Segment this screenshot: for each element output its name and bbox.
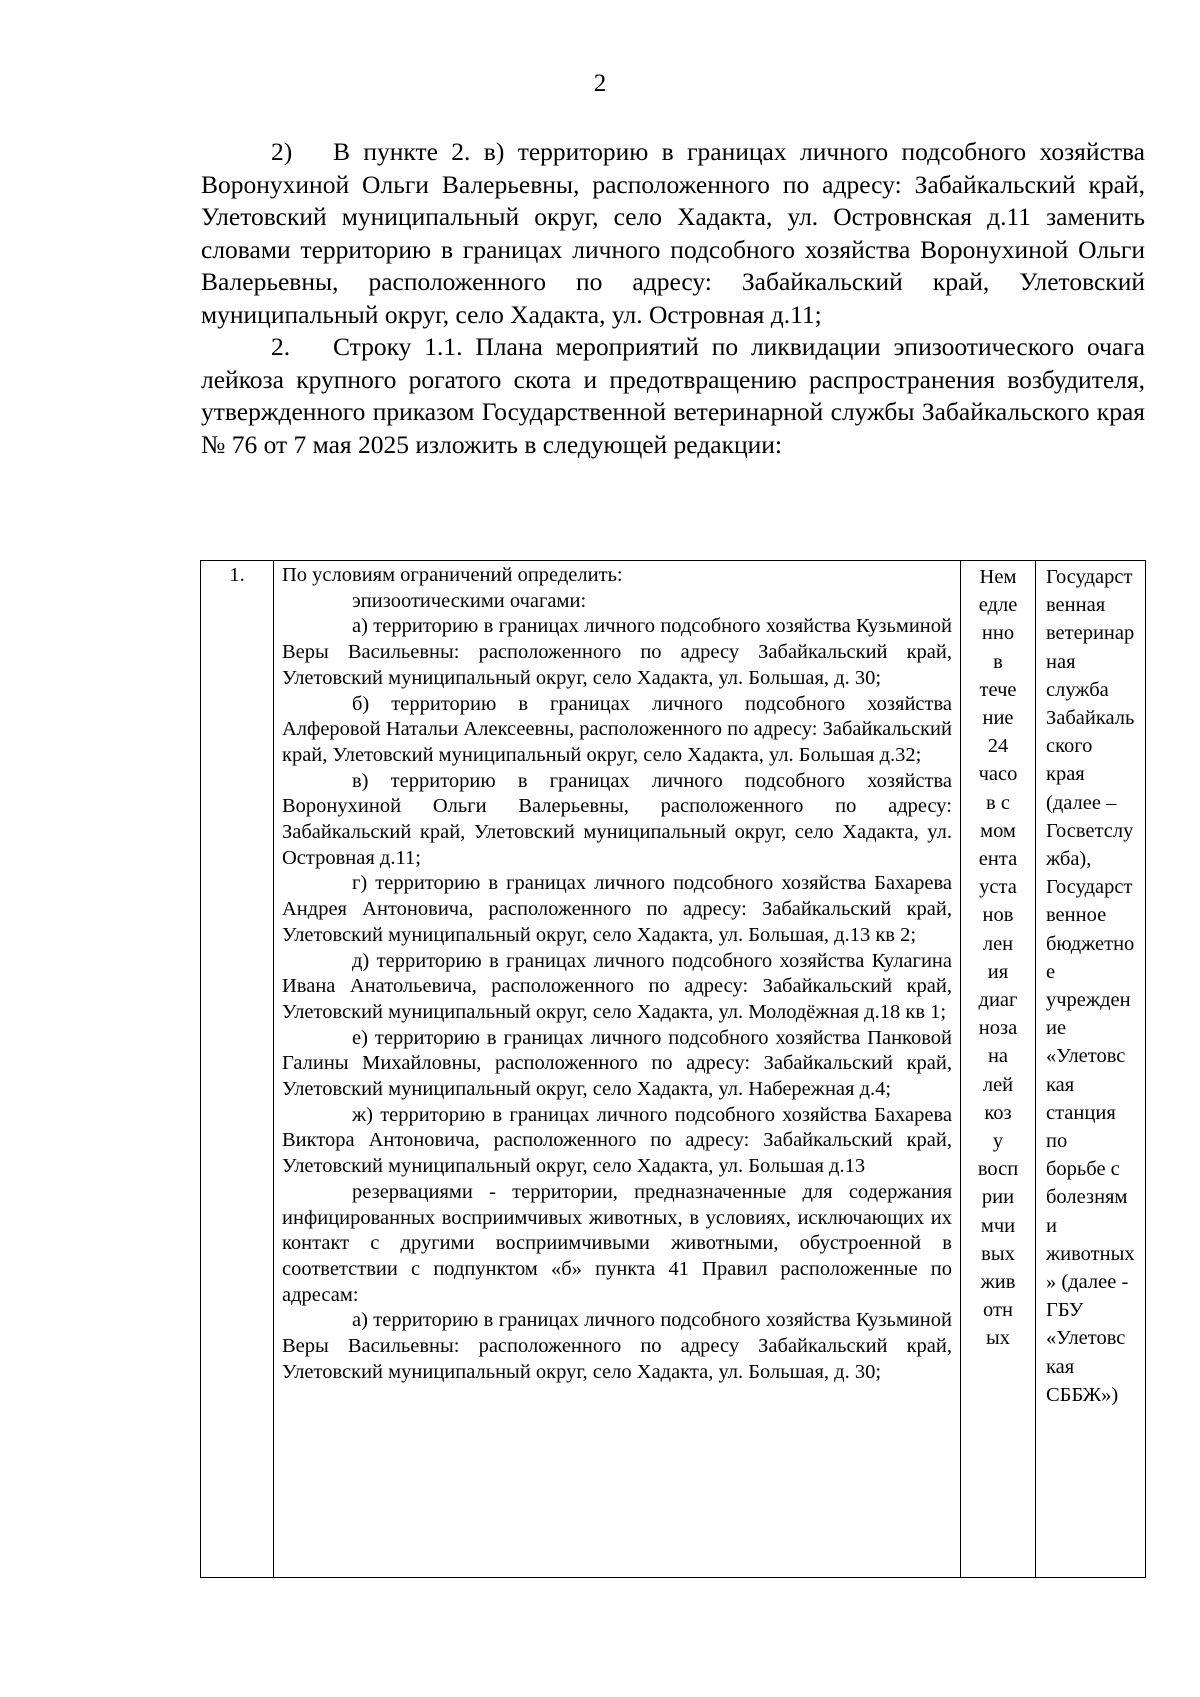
responsible-line: «Улетовс: [1046, 1045, 1126, 1068]
deadline-line: диаг: [978, 989, 1018, 1012]
deadline-line: восп: [977, 1158, 1019, 1181]
responsible-line: края: [1046, 763, 1085, 786]
deadline-line: нов: [982, 904, 1014, 927]
deadline-line: лен: [982, 932, 1014, 955]
paragraph-text: В пункте 2. в) территорию в границах личного подсобного хозяйства Воронухиной Ольги Валерьевны, расположенного по адресу: Забайкальский край, Улетовский муниципальный округ, село Хадакта, ул. Островнская д.11 заменить словами территорию в границах личного подсобного хозяйства Воронухиной Ольги Валерьевны, расположенного по адресу: Забайкальский край, Улетовский муниципальный округ, село Хадакта, ул. Островная д.11;: [201, 137, 1145, 329]
paragraph-amendment-1: [201, 136, 1145, 331]
responsible-line: болезням: [1046, 1186, 1128, 1209]
responsible-line: ие: [1046, 1017, 1067, 1040]
measure-item: в) территорию в границах личного подсобного хозяйства Воронухиной Ольги Валерьевны, расположенного по адресу: Забайкальский край, Улетовский муниципальный округ, село Хадакта, ул. Островная д.11;: [282, 769, 952, 869]
responsible-line: ского: [1046, 735, 1093, 758]
responsible-line: венная: [1046, 594, 1106, 617]
deadline-line: отн: [983, 1299, 1013, 1322]
deadline-line: ноза: [978, 1017, 1018, 1040]
responsible-line: ветеринар: [1046, 622, 1135, 645]
responsible-line: станция по: [1046, 1101, 1116, 1153]
deadline-line: Нем: [979, 566, 1017, 588]
measure-item: д) территорию в границах личного подсобного хозяйства Кулагина Ивана Анатольевича, расположенного по адресу: Забайкальский край, Улетовский муниципальный округ, село Хадакта, ул. Молодёжная д.18 кв 1;: [282, 949, 952, 1023]
responsible-line: кая: [1046, 1073, 1075, 1096]
responsible-line: жба),: [1046, 848, 1092, 871]
measure-item: е) территорию в границах личного подсобного хозяйства Панковой Галины Михайловны, расположенного по адресу: Забайкальский край, Улетовский муниципальный округ, село Хадакта, ул. Набережная д.4;: [282, 1026, 952, 1101]
deadline-line: тече: [979, 678, 1017, 701]
deadline-line: у: [992, 1130, 1004, 1153]
measure-item: г) территорию в границах личного подсобного хозяйства Бахарева Андрея Антоновича, расположенного по адресу: Забайкальский край, Улетовский муниципальный округ, село Хадакта, ул. Большая, д.13 кв 2;: [282, 872, 952, 946]
responsible-line: венное: [1046, 904, 1107, 927]
measure-item: а) территорию в границах личного подсобного хозяйства Кузьминой Веры Васильевны: расположенного по адресу Забайкальский край, Улетовский муниципальный округ, село Хадакта, ул. Большая, д. 30;: [282, 615, 952, 689]
row-number-cell: 1.: [201, 561, 274, 1578]
measure-cell: [274, 561, 961, 1578]
responsible-line: кая: [1046, 1355, 1075, 1378]
measure-item: а) территорию в границах личного подсобного хозяйства Кузьминой Веры Васильевны: расположенного по адресу Забайкальский край, Улетовский муниципальный округ, село Хадакта, ул. Большая, д. 30;: [282, 1309, 952, 1383]
responsible-line: Государст: [1046, 876, 1133, 899]
deadline-line: уста: [979, 876, 1017, 899]
deadline-line: нно: [981, 622, 1015, 645]
deadline-line: ента: [978, 848, 1018, 871]
deadline-cell: [961, 561, 1036, 1578]
responsible-line: Забайкаль: [1046, 707, 1135, 730]
responsible-line: СББЖ»): [1046, 1383, 1119, 1406]
responsible-line: и: [1046, 1214, 1057, 1237]
deadline-line: в с: [986, 791, 1010, 814]
deadline-line: в: [993, 650, 1003, 673]
responsible-line: бюджетно: [1046, 932, 1135, 955]
deadline-line: лей: [982, 1073, 1014, 1096]
responsible-cell: [1036, 561, 1146, 1578]
responsible-line: «Улетовс: [1046, 1327, 1126, 1350]
deadline-line: вых: [981, 1242, 1015, 1265]
responsible-line: ная: [1046, 650, 1076, 673]
responsible-line: Государст: [1046, 566, 1133, 588]
responsible-line: животных: [1046, 1242, 1135, 1265]
measure-heading-reservations: резервациями - территории, предназначенные для содержания инфицированных восприимчивых животных, в условиях, исключающих их контакт с другими восприимчивыми животными, обустроенной в соответствии с подпунктом «б» пункта 41 Правил расположенные по адресам:: [282, 1180, 952, 1306]
responsible-line: » (далее -: [1046, 1271, 1129, 1294]
measure-item: ж) территорию в границах личного подсобного хозяйства Бахарева Виктора Антоновича, расположенного по адресу: Забайкальский край, Улетовский муниципальный округ, село Хадакта, ул. Большая д.13: [282, 1103, 952, 1178]
measures-table: [200, 560, 1146, 1578]
deadline-line: мчи: [980, 1214, 1016, 1237]
measure-heading-foci: эпизоотическими очагами:: [352, 589, 587, 612]
responsible-line: ГБУ: [1046, 1299, 1084, 1322]
measure-intro: По условиям ограничений определить:: [282, 564, 623, 586]
responsible-line: (далее –: [1046, 791, 1117, 814]
page-number: 2: [593, 70, 607, 97]
responsible-line: борьбе с: [1046, 1158, 1120, 1181]
responsible-line: е: [1046, 960, 1056, 983]
paragraph-text: Строку 1.1. Плана мероприятий по ликвидации эпизоотического очага лейкоза крупного рогатого скота и предотвращению распространения возбудителя, утвержденного приказом Государственной ветеринарной службы Забайкальского края № 76 от 7 мая 2025 изложить в следующей редакции:: [201, 332, 1145, 459]
deadline-line: ых: [985, 1327, 1011, 1350]
deadline-line: на: [987, 1045, 1009, 1068]
measure-item: б) территорию в границах личного подсобного хозяйства Алферовой Натальи Алексеевны, расположенного по адресу: Забайкальский край, Улетовский муниципальный округ, село Хадакта, ул. Большая д.32;: [282, 692, 952, 766]
paragraph-number: 2): [271, 137, 293, 166]
deadline-line: мом: [980, 819, 1016, 842]
deadline-line: ия: [987, 960, 1009, 983]
responsible-line: служба: [1046, 678, 1109, 701]
deadline-line: 24: [987, 735, 1009, 758]
deadline-line: коз: [984, 1101, 1012, 1124]
deadline-line: едле: [978, 594, 1018, 617]
deadline-line: жив: [980, 1271, 1016, 1294]
table-row: [201, 561, 1146, 1578]
responsible-line: Госветслу: [1046, 819, 1134, 842]
paragraph-amendment-2: [201, 331, 1145, 461]
responsible-line: учрежден: [1046, 989, 1131, 1012]
deadline-line: часо: [978, 763, 1018, 786]
deadline-line: рии: [981, 1186, 1015, 1209]
paragraph-number: 2.: [271, 332, 291, 361]
deadline-line: ние: [982, 707, 1014, 730]
document-body: [201, 136, 1145, 461]
